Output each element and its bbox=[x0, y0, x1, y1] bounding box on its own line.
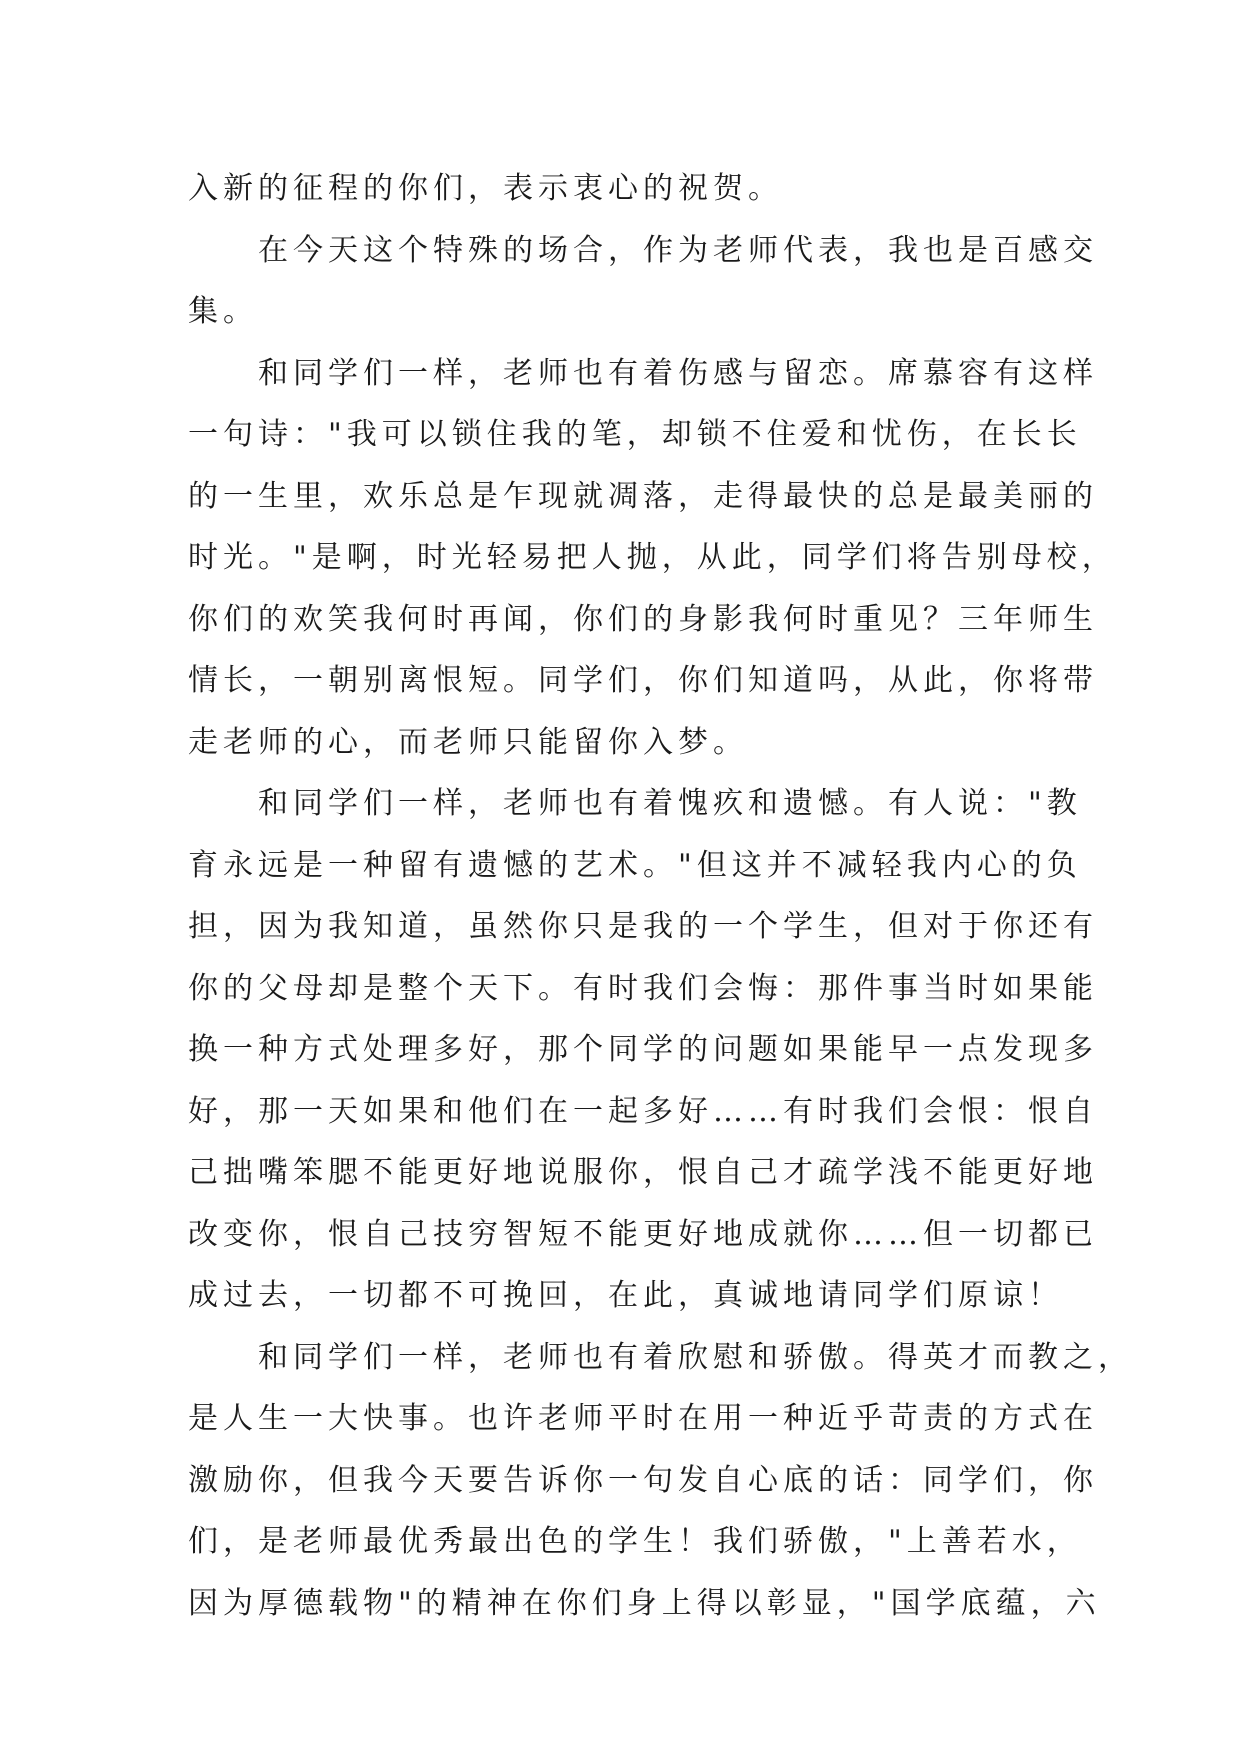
text-line: 换一种方式处理多好，那个同学的问题如果能早一点发现多 bbox=[188, 1032, 1098, 1067]
text-line: 你们的欢笑我何时再闻，你们的身影我何时重见？三年师生 bbox=[188, 601, 1098, 637]
document-body bbox=[188, 158, 1133, 1634]
text-line: 育永远是一种留有遗憾的艺术。"但这并不减轻我内心的负 bbox=[188, 847, 1082, 883]
text-line: 的一生里，欢乐总是乍现就凋落，走得最快的总是最美丽的 bbox=[188, 478, 1098, 514]
text-line: 走老师的心，而老师只能留你入梦。 bbox=[188, 724, 748, 760]
text-line: 改变你，恨自己技穷智短不能更好地成就你……但一切都已 bbox=[188, 1216, 1098, 1252]
text-line: 是人生一大快事。也许老师平时在用一种近乎苛责的方式在 bbox=[188, 1401, 1098, 1436]
text-line: 担，因为我知道，虽然你只是我的一个学生，但对于你还有 bbox=[188, 909, 1098, 944]
paragraph-first-line: 和同学们一样，老师也有着欣慰和骄傲。得英才而教之， bbox=[258, 1339, 1133, 1375]
text-line: 激励你，但我今天要告诉你一句发自心底的话：同学们，你 bbox=[188, 1462, 1098, 1498]
text-line: 入新的征程的你们，表示衷心的祝贺。 bbox=[188, 171, 783, 206]
paragraph-first-line: 和同学们一样，老师也有着愧疚和遗憾。有人说："教 bbox=[258, 786, 1082, 821]
text-line: 己拙嘴笨腮不能更好地说服你，恨自己才疏学浅不能更好地 bbox=[188, 1155, 1098, 1190]
paragraph-first-line: 在今天这个特殊的场合，作为老师代表，我也是百感交 bbox=[258, 232, 1098, 268]
text-line: 好，那一天如果和他们在一起多好……有时我们会恨：恨自 bbox=[188, 1093, 1098, 1129]
text-line: 集。 bbox=[188, 294, 258, 329]
text-line: 你的父母却是整个天下。有时我们会悔：那件事当时如果能 bbox=[188, 970, 1098, 1006]
text-line: 时光。"是啊，时光轻易把人抛，从此，同学们将告别母校， bbox=[188, 540, 1117, 575]
text-line: 成过去，一切都不可挽回，在此，真诚地请同学们原谅！ bbox=[188, 1278, 1063, 1313]
text-line: 情长，一朝别离恨短。同学们，你们知道吗，从此，你将带 bbox=[188, 663, 1098, 698]
text-line: 因为厚德载物"的精神在你们身上得以彰显，"国学底蕴，六 bbox=[188, 1585, 1101, 1621]
text-line: 们，是老师最优秀最出色的学生！我们骄傲，"上善若水， bbox=[188, 1524, 1082, 1559]
text-line: 一句诗："我可以锁住我的笔，却锁不住爱和忧伤，在长长 bbox=[188, 417, 1082, 452]
paragraph-first-line: 和同学们一样，老师也有着伤感与留恋。席慕容有这样 bbox=[258, 355, 1098, 391]
